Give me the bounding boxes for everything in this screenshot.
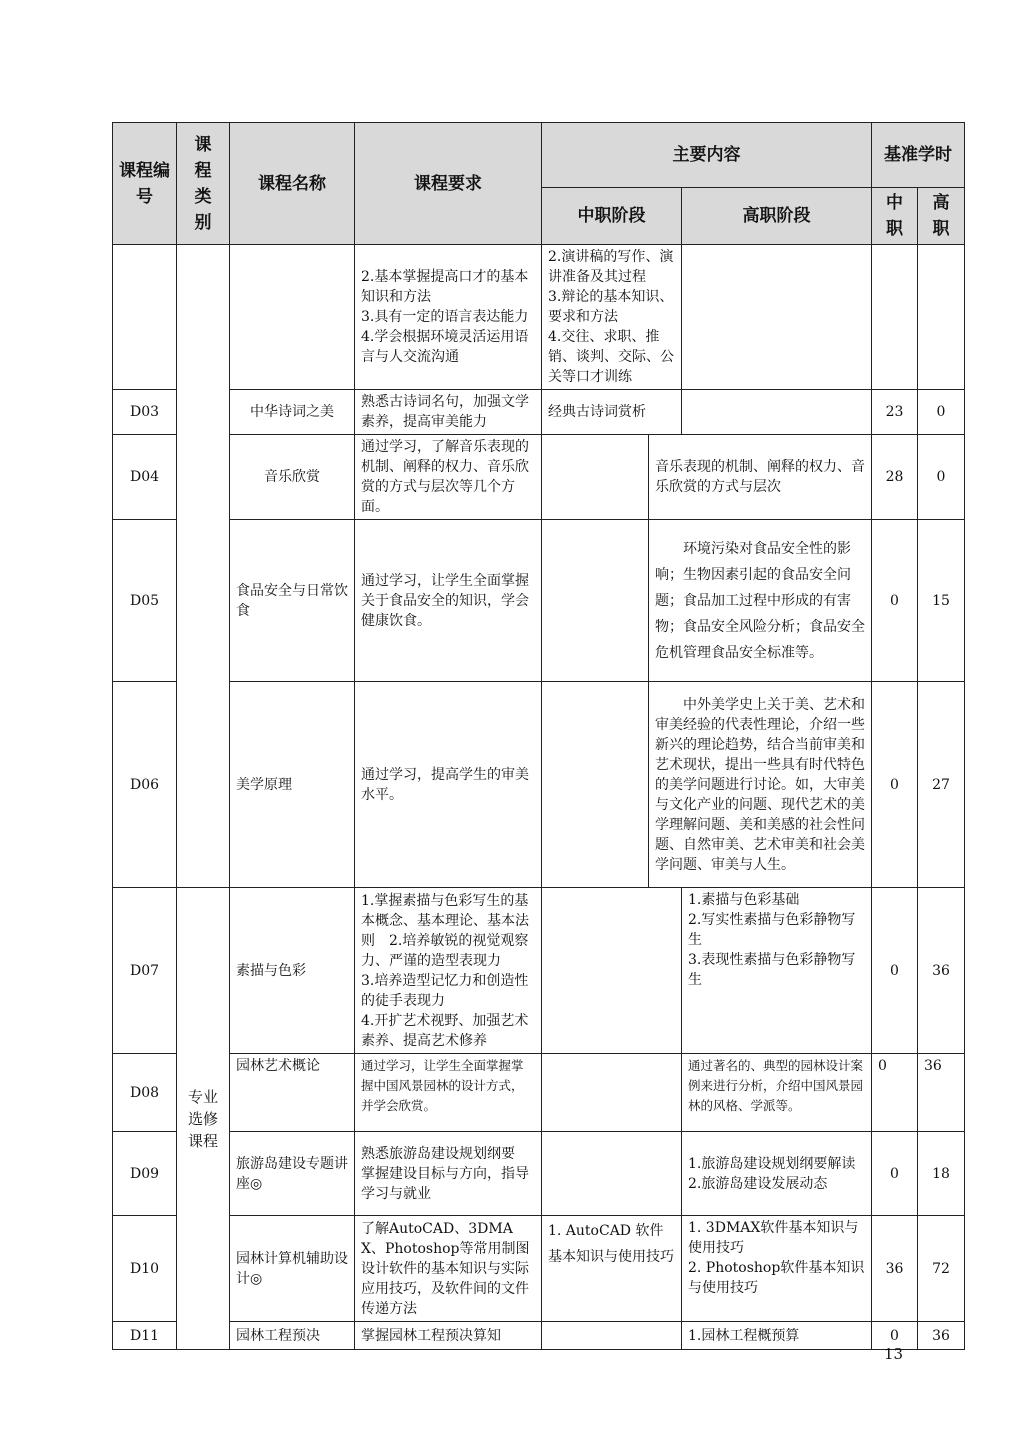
header-secondary-hours: 中 职 bbox=[872, 188, 918, 245]
secondary-hours: 0 bbox=[872, 520, 918, 682]
course-requirements: 通过学习，提高学生的审美水平。 bbox=[355, 682, 542, 888]
course-code: D05 bbox=[113, 520, 177, 682]
secondary-content bbox=[542, 888, 682, 1054]
page-number: 13 bbox=[884, 1345, 904, 1363]
course-requirements: 掌握园林工程预决算知 bbox=[355, 1322, 542, 1350]
secondary-hours: 0 bbox=[872, 888, 918, 1054]
header-course-type: 课 程 类 别 bbox=[177, 123, 230, 245]
secondary-hours: 0 bbox=[872, 1132, 918, 1216]
higher-content: 音乐表现的机制、阐释的权力、音乐欣赏的方式与层次 bbox=[649, 435, 872, 520]
course-name bbox=[230, 245, 355, 390]
higher-content bbox=[682, 245, 872, 390]
secondary-hours: 0 bbox=[872, 1322, 918, 1350]
higher-hours: 72 bbox=[918, 1216, 965, 1322]
table-row bbox=[113, 682, 965, 888]
secondary-hours: 0 bbox=[872, 1054, 918, 1132]
header-course-name: 课程名称 bbox=[230, 123, 355, 245]
course-requirements: 通过学习，让学生全面掌握关于食品安全的知识，学会健康饮食。 bbox=[355, 520, 542, 682]
higher-hours: 36 bbox=[918, 888, 965, 1054]
course-code: D10 bbox=[113, 1216, 177, 1322]
higher-hours: 0 bbox=[918, 390, 965, 435]
higher-content: 中外美学史上关于美、艺术和审美经验的代表性理论，介绍一些新兴的理论趋势，结合当前审美和艺术现状，提出一些具有时代特色的美学问题进行讨论。如，大审美与文化产业的问题、现代艺术的美学理解问题、美和美感的社会性问题、自然审美、艺术审美和社会美学问题、审美与人生。 bbox=[649, 682, 872, 888]
higher-content: 1.素描与色彩基础 2.写实性素描与色彩静物写生 3.表现性素描与色彩静物写生 bbox=[682, 888, 872, 1054]
course-requirements: 通过学习，让学生全面掌握掌握中国风景园林的设计方式，并学会欣赏。 bbox=[355, 1054, 542, 1132]
secondary-hours bbox=[872, 245, 918, 390]
course-name: 园林计算机辅助设计◎ bbox=[230, 1216, 355, 1322]
header-course-code: 课程编号 bbox=[113, 123, 177, 245]
table-row bbox=[113, 888, 965, 1054]
header-higher-hours: 高 职 bbox=[918, 188, 965, 245]
table-row bbox=[113, 520, 965, 682]
higher-hours: 18 bbox=[918, 1132, 965, 1216]
secondary-hours: 23 bbox=[872, 390, 918, 435]
course-name: 素描与色彩 bbox=[230, 888, 355, 1054]
course-name: 旅游岛建设专题讲座◎ bbox=[230, 1132, 355, 1216]
course-code: D04 bbox=[113, 435, 177, 520]
higher-hours: 27 bbox=[918, 682, 965, 888]
course-name: 音乐欣赏 bbox=[230, 435, 355, 520]
course-code: D06 bbox=[113, 682, 177, 888]
course-code: D03 bbox=[113, 390, 177, 435]
higher-hours: 15 bbox=[918, 520, 965, 682]
secondary-content bbox=[542, 435, 649, 520]
header-secondary-stage: 中职阶段 bbox=[542, 188, 682, 245]
header-higher-stage: 高职阶段 bbox=[682, 188, 872, 245]
category-label: 专业选修课程 bbox=[187, 1087, 218, 1150]
course-code bbox=[113, 245, 177, 390]
higher-content bbox=[682, 390, 872, 435]
table-row bbox=[113, 390, 965, 435]
table-row bbox=[113, 1322, 965, 1350]
secondary-content bbox=[542, 520, 649, 682]
secondary-content bbox=[542, 1132, 682, 1216]
secondary-content: 1. AutoCAD 软件基本知识与使用技巧 bbox=[542, 1216, 682, 1322]
course-requirements: 通过学习，了解音乐表现的机制、阐释的权力、音乐欣赏的方式与层次等几个方面。 bbox=[355, 435, 542, 520]
secondary-hours: 28 bbox=[872, 435, 918, 520]
course-name: 园林艺术概论 bbox=[230, 1054, 355, 1132]
course-code: D09 bbox=[113, 1132, 177, 1216]
course-requirements: 1.掌握素描与色彩写生的基本概念、基本理论、基本法则 2.培养敏锐的视觉观察力、严谨的造型表现力 3.培养造型记忆力和创造性的徒手表现力 4.开扩艺术视野、加强艺术素养、提高艺术修养 bbox=[355, 888, 542, 1054]
header-main-content: 主要内容 bbox=[542, 123, 872, 188]
course-name: 中华诗词之美 bbox=[230, 390, 355, 435]
secondary-hours: 36 bbox=[872, 1216, 918, 1322]
table-row bbox=[113, 435, 965, 520]
table-row bbox=[113, 1216, 965, 1322]
course-code: D11 bbox=[113, 1322, 177, 1350]
higher-hours: 36 bbox=[918, 1054, 965, 1132]
course-code: D07 bbox=[113, 888, 177, 1054]
higher-hours: 36 bbox=[918, 1322, 965, 1350]
course-requirements: 2.基本掌握提高口才的基本知识和方法 3.具有一定的语言表达能力 4.学会根据环境灵活运用语言与人交流沟通 bbox=[355, 245, 542, 390]
course-requirements: 熟悉旅游岛建设规划纲要 掌握建设目标与方向，指导学习与就业 bbox=[355, 1132, 542, 1216]
table-row bbox=[113, 1132, 965, 1216]
course-requirements: 熟悉古诗词名句，加强文学素养，提高审美能力 bbox=[355, 390, 542, 435]
course-name: 食品安全与日常饮食 bbox=[230, 520, 355, 682]
course-category bbox=[177, 888, 230, 1350]
course-table bbox=[112, 122, 965, 1350]
secondary-content bbox=[542, 1322, 682, 1350]
higher-content: 环境污染对食品安全性的影响；生物因素引起的食品安全问题；食品加工过程中形成的有害物；食品安全风险分析；食品安全危机管理食品安全标准等。 bbox=[649, 520, 872, 682]
header-base-hours: 基准学时 bbox=[872, 123, 965, 188]
secondary-content: 经典古诗词赏析 bbox=[542, 390, 682, 435]
secondary-content bbox=[542, 1054, 682, 1132]
course-type-cell bbox=[177, 245, 230, 888]
course-code: D08 bbox=[113, 1054, 177, 1132]
course-name: 美学原理 bbox=[230, 682, 355, 888]
secondary-content bbox=[542, 682, 649, 888]
secondary-content: 2.演讲稿的写作、演讲准备及其过程 3.辩论的基本知识、要求和方法 4.交往、求职、推销、谈判、交际、公关等口才训练 bbox=[542, 245, 682, 390]
higher-content: 1.园林工程概预算 bbox=[682, 1322, 872, 1350]
higher-content: 通过著名的、典型的园林设计案例来进行分析，介绍中国风景园林的风格、学派等。 bbox=[682, 1054, 872, 1132]
higher-content: 1.旅游岛建设规划纲要解读 2.旅游岛建设发展动态 bbox=[682, 1132, 872, 1216]
course-name: 园林工程预决 bbox=[230, 1322, 355, 1350]
table-row bbox=[113, 245, 965, 390]
secondary-hours: 0 bbox=[872, 682, 918, 888]
course-requirements: 了解AutoCAD、3DMAX、Photoshop等常用制图设计软件的基本知识与实际应用技巧，及软件间的文件传递方法 bbox=[355, 1216, 542, 1322]
higher-hours bbox=[918, 245, 965, 390]
table-row bbox=[113, 1054, 965, 1132]
higher-hours: 0 bbox=[918, 435, 965, 520]
higher-content: 1. 3DMAX软件基本知识与使用技巧 2. Photoshop软件基本知识与使用技巧 bbox=[682, 1216, 872, 1322]
header-course-requirements: 课程要求 bbox=[355, 123, 542, 245]
